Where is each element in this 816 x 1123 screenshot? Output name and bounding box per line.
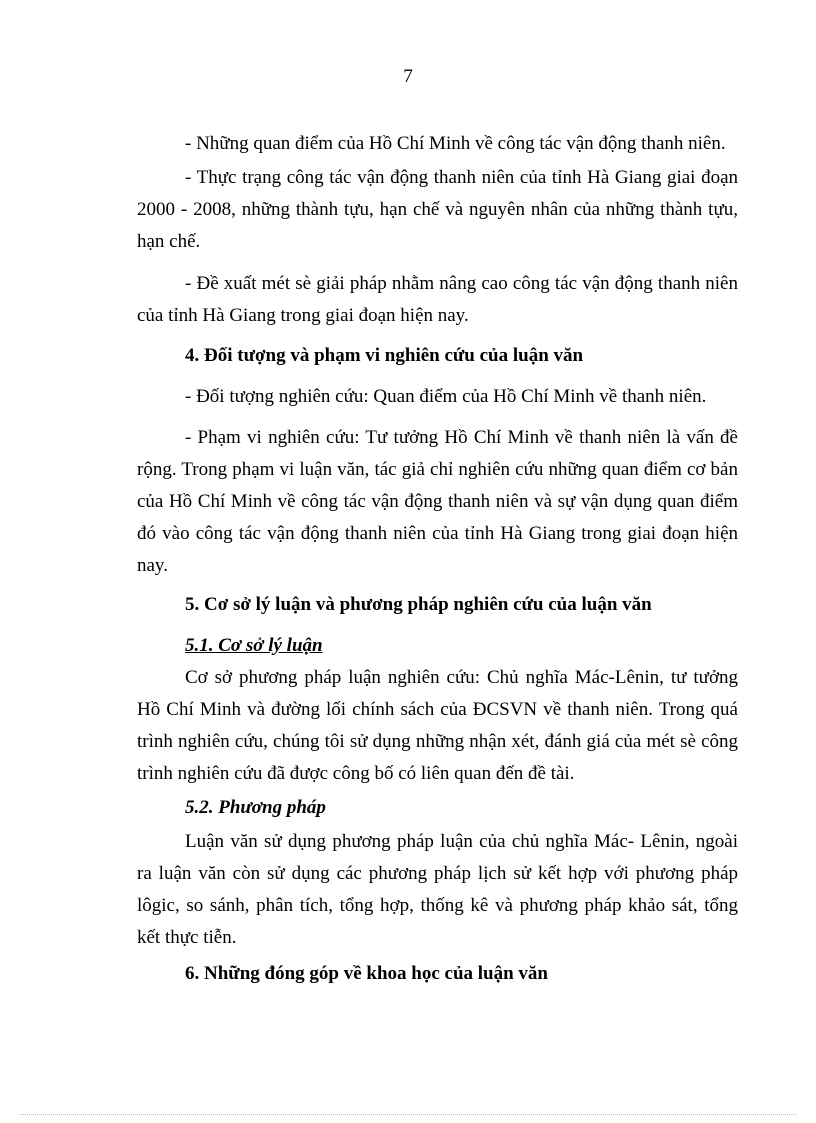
objective-item-1 [137, 128, 738, 160]
paragraph: - Đối tượng nghiên cứu: Quan điểm của Hồ Chí Minh về thanh niên. [185, 386, 707, 407]
section-heading: 6. Những đóng góp về khoa học của luận văn [185, 963, 549, 984]
paragraph: - Phạm vi nghiên cứu: Tư tưởng Hồ Chí Minh về thanh niên là vấn đề rộng. Trong phạm vi luận văn, tác giả chỉ nghiên cứu những quan điểm cơ bản của Hồ Chí Minh về công tác vận động thanh niên và sự vận dụng quan điểm đó vào công tác vận động thanh niên của tỉnh Hà Giang trong giai đoạn hiện nay. [137, 427, 738, 576]
section-5-heading [137, 589, 738, 621]
section-heading: 5. Cơ sở lý luận và phương pháp nghiên cứu của luận văn [185, 594, 652, 615]
subsection-heading: 5.1. Cơ sở lý luận [185, 635, 323, 656]
section-4-heading [137, 340, 738, 372]
objective-item-2 [137, 162, 738, 258]
paragraph: Luận văn sử dụng phương pháp luận của chủ nghĩa Mác- Lênin, ngoài ra luận văn còn sử dụng các phương pháp lịch sử kết hợp với phương pháp lôgic, so sánh, phân tích, tổng hợp, thống kê và phương pháp khảo sát, tổng kết thực tiễn. [137, 831, 738, 948]
section-5-1-heading [137, 630, 738, 662]
theoretical-basis [137, 662, 738, 790]
section-5-2-heading [137, 792, 738, 824]
section-heading: 4. Đối tượng và phạm vi nghiên cứu của luận văn [185, 345, 584, 366]
page-bottom-divider [20, 1114, 796, 1115]
paragraph: - Những quan điểm của Hồ Chí Minh về công tác vận động thanh niên. [185, 133, 726, 154]
paragraph: - Đề xuất mét sè giải pháp nhằm nâng cao công tác vận động thanh niên của tỉnh Hà Giang trong giai đoạn hiện nay. [137, 273, 738, 326]
paragraph: - Thực trạng công tác vận động thanh niên của tỉnh Hà Giang giai đoạn 2000 - 2008, những thành tựu, hạn chế và nguyên nhân của những thành tựu, hạn chế. [137, 167, 738, 252]
research-scope [137, 422, 738, 582]
research-object [137, 381, 738, 413]
methodology [137, 826, 738, 954]
subsection-heading: 5.2. Phương pháp [185, 797, 326, 818]
section-6-heading [137, 958, 738, 990]
paragraph: Cơ sở phương pháp luận nghiên cứu: Chủ nghĩa Mác-Lênin, tư tưởng Hồ Chí Minh và đường lối chính sách của ĐCSVN về thanh niên. Trong quá trình nghiên cứu, chúng tôi sử dụng những nhận xét, đánh giá của mét sè công trình nghiên cứu đã được công bố có liên quan đến đề tài. [137, 667, 738, 784]
objective-item-3 [137, 268, 738, 332]
page-number: 7 [403, 66, 413, 87]
